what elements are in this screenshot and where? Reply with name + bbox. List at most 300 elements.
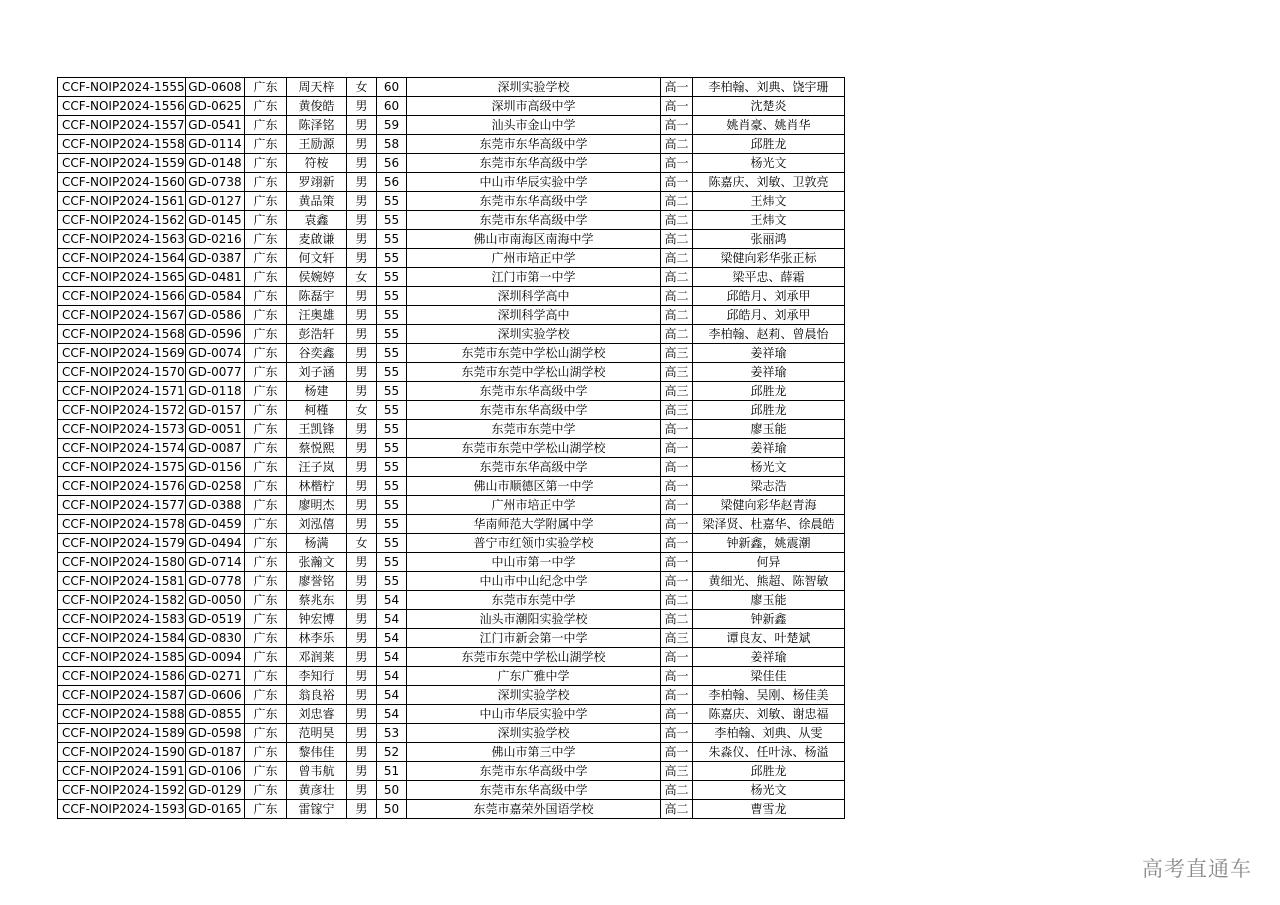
score-cell: 55 (377, 477, 407, 496)
registration-id-cell: CCF-NOIP2024-1580 (58, 553, 186, 572)
table-row (58, 249, 845, 268)
score-cell: 51 (377, 762, 407, 781)
school-cell: 深圳科学高中 (407, 306, 661, 325)
exam-id-cell: GD-0087 (186, 439, 245, 458)
score-cell: 59 (377, 116, 407, 135)
score-cell: 55 (377, 534, 407, 553)
student-name-cell: 林李乐 (287, 629, 347, 648)
coach-cell: 邱皓月、刘承甲 (693, 287, 845, 306)
registration-id-cell: CCF-NOIP2024-1561 (58, 192, 186, 211)
school-cell: 中山市中山纪念中学 (407, 572, 661, 591)
coach-cell: 李柏翰、吴刚、杨佳美 (693, 686, 845, 705)
grade-cell: 高一 (661, 572, 693, 591)
table-row (58, 572, 845, 591)
school-cell: 东莞市东华高级中学 (407, 458, 661, 477)
student-name-cell: 刘子涵 (287, 363, 347, 382)
score-cell: 56 (377, 154, 407, 173)
province-cell: 广东 (245, 591, 287, 610)
student-name-cell: 林楷柠 (287, 477, 347, 496)
coach-cell: 杨光文 (693, 154, 845, 173)
table-row (58, 401, 845, 420)
province-cell: 广东 (245, 268, 287, 287)
score-cell: 55 (377, 306, 407, 325)
gender-cell: 男 (347, 97, 377, 116)
gender-cell: 男 (347, 135, 377, 154)
grade-cell: 高二 (661, 781, 693, 800)
table-row (58, 458, 845, 477)
grade-cell: 高二 (661, 211, 693, 230)
registration-id-cell: CCF-NOIP2024-1564 (58, 249, 186, 268)
grade-cell: 高一 (661, 116, 693, 135)
exam-id-cell: GD-0148 (186, 154, 245, 173)
school-cell: 佛山市第三中学 (407, 743, 661, 762)
gender-cell: 男 (347, 743, 377, 762)
table-row (58, 762, 845, 781)
grade-cell: 高一 (661, 496, 693, 515)
gender-cell: 男 (347, 629, 377, 648)
exam-id-cell: GD-0608 (186, 78, 245, 97)
school-cell: 深圳市高级中学 (407, 97, 661, 116)
exam-id-cell: GD-0118 (186, 382, 245, 401)
student-name-cell: 刘泓僖 (287, 515, 347, 534)
student-name-cell: 陈泽铭 (287, 116, 347, 135)
registration-id-cell: CCF-NOIP2024-1567 (58, 306, 186, 325)
exam-id-cell: GD-0050 (186, 591, 245, 610)
province-cell: 广东 (245, 553, 287, 572)
grade-cell: 高一 (661, 420, 693, 439)
score-cell: 55 (377, 268, 407, 287)
school-cell: 广州市培正中学 (407, 496, 661, 515)
exam-id-cell: GD-0156 (186, 458, 245, 477)
score-cell: 53 (377, 724, 407, 743)
exam-id-cell: GD-0387 (186, 249, 245, 268)
province-cell: 广东 (245, 192, 287, 211)
student-name-cell: 雷镓宁 (287, 800, 347, 819)
coach-cell: 杨光文 (693, 781, 845, 800)
exam-id-cell: GD-0127 (186, 192, 245, 211)
registration-id-cell: CCF-NOIP2024-1560 (58, 173, 186, 192)
gender-cell: 女 (347, 401, 377, 420)
gender-cell: 男 (347, 116, 377, 135)
student-name-cell: 杨满 (287, 534, 347, 553)
table-row (58, 439, 845, 458)
registration-id-cell: CCF-NOIP2024-1562 (58, 211, 186, 230)
coach-cell: 陈嘉庆、刘敏、卫敦亮 (693, 173, 845, 192)
coach-cell: 廖玉能 (693, 591, 845, 610)
province-cell: 广东 (245, 135, 287, 154)
exam-id-cell: GD-0077 (186, 363, 245, 382)
grade-cell: 高二 (661, 135, 693, 154)
grade-cell: 高一 (661, 458, 693, 477)
province-cell: 广东 (245, 78, 287, 97)
table-row (58, 382, 845, 401)
student-name-cell: 张瀚文 (287, 553, 347, 572)
coach-cell: 沈楚炎 (693, 97, 845, 116)
table-row (58, 724, 845, 743)
student-name-cell: 黄彦壮 (287, 781, 347, 800)
registration-id-cell: CCF-NOIP2024-1558 (58, 135, 186, 154)
score-cell: 50 (377, 781, 407, 800)
exam-id-cell: GD-0855 (186, 705, 245, 724)
student-name-cell: 符桉 (287, 154, 347, 173)
province-cell: 广东 (245, 97, 287, 116)
table-row (58, 192, 845, 211)
province-cell: 广东 (245, 648, 287, 667)
coach-cell: 李柏翰、刘典、从雯 (693, 724, 845, 743)
score-cell: 54 (377, 667, 407, 686)
school-cell: 中山市第一中学 (407, 553, 661, 572)
grade-cell: 高三 (661, 382, 693, 401)
coach-cell: 姚肖豪、姚肖华 (693, 116, 845, 135)
gender-cell: 男 (347, 458, 377, 477)
school-cell: 东莞市东莞中学 (407, 591, 661, 610)
coach-cell: 朱淼仪、任叶泳、杨溢 (693, 743, 845, 762)
province-cell: 广东 (245, 230, 287, 249)
school-cell: 深圳实验学校 (407, 78, 661, 97)
gender-cell: 男 (347, 705, 377, 724)
province-cell: 广东 (245, 572, 287, 591)
gender-cell: 男 (347, 439, 377, 458)
table-body (58, 78, 845, 819)
school-cell: 深圳实验学校 (407, 325, 661, 344)
table-row (58, 344, 845, 363)
table-row (58, 78, 845, 97)
province-cell: 广东 (245, 382, 287, 401)
exam-id-cell: GD-0258 (186, 477, 245, 496)
grade-cell: 高二 (661, 325, 693, 344)
score-cell: 55 (377, 420, 407, 439)
province-cell: 广东 (245, 686, 287, 705)
registration-id-cell: CCF-NOIP2024-1565 (58, 268, 186, 287)
grade-cell: 高二 (661, 287, 693, 306)
exam-id-cell: GD-0494 (186, 534, 245, 553)
gender-cell: 男 (347, 496, 377, 515)
gender-cell: 男 (347, 382, 377, 401)
coach-cell: 李柏翰、刘典、饶宇珊 (693, 78, 845, 97)
coach-cell: 王炜文 (693, 192, 845, 211)
school-cell: 普宁市红领巾实验学校 (407, 534, 661, 553)
score-cell: 54 (377, 705, 407, 724)
province-cell: 广东 (245, 610, 287, 629)
gender-cell: 男 (347, 667, 377, 686)
table-row (58, 306, 845, 325)
student-name-cell: 范明昊 (287, 724, 347, 743)
school-cell: 广东广雅中学 (407, 667, 661, 686)
coach-cell: 姜祥瑜 (693, 439, 845, 458)
school-cell: 中山市华辰实验中学 (407, 173, 661, 192)
registration-id-cell: CCF-NOIP2024-1586 (58, 667, 186, 686)
province-cell: 广东 (245, 724, 287, 743)
score-cell: 55 (377, 439, 407, 458)
coach-cell: 梁健向彩华张正标 (693, 249, 845, 268)
registration-id-cell: CCF-NOIP2024-1577 (58, 496, 186, 515)
gender-cell: 女 (347, 534, 377, 553)
exam-id-cell: GD-0157 (186, 401, 245, 420)
exam-id-cell: GD-0165 (186, 800, 245, 819)
gender-cell: 男 (347, 572, 377, 591)
score-cell: 55 (377, 515, 407, 534)
school-cell: 佛山市顺德区第一中学 (407, 477, 661, 496)
table-row (58, 496, 845, 515)
gender-cell: 男 (347, 230, 377, 249)
student-name-cell: 汪奥雄 (287, 306, 347, 325)
student-name-cell: 汪子岚 (287, 458, 347, 477)
grade-cell: 高一 (661, 97, 693, 116)
table-row (58, 154, 845, 173)
score-cell: 52 (377, 743, 407, 762)
exam-id-cell: GD-0584 (186, 287, 245, 306)
student-name-cell: 王励源 (287, 135, 347, 154)
coach-cell: 钟新鑫 (693, 610, 845, 629)
gender-cell: 男 (347, 781, 377, 800)
province-cell: 广东 (245, 439, 287, 458)
student-name-cell: 袁鑫 (287, 211, 347, 230)
score-cell: 55 (377, 363, 407, 382)
coach-cell: 梁平忠、薛霜 (693, 268, 845, 287)
exam-id-cell: GD-0187 (186, 743, 245, 762)
registration-id-cell: CCF-NOIP2024-1555 (58, 78, 186, 97)
table-row (58, 325, 845, 344)
school-cell: 汕头市潮阳实验学校 (407, 610, 661, 629)
grade-cell: 高一 (661, 667, 693, 686)
exam-id-cell: GD-0094 (186, 648, 245, 667)
score-cell: 54 (377, 610, 407, 629)
exam-id-cell: GD-0129 (186, 781, 245, 800)
grade-cell: 高三 (661, 629, 693, 648)
gender-cell: 男 (347, 211, 377, 230)
province-cell: 广东 (245, 344, 287, 363)
registration-id-cell: CCF-NOIP2024-1569 (58, 344, 186, 363)
student-name-cell: 廖誉铭 (287, 572, 347, 591)
student-name-cell: 黎伟佳 (287, 743, 347, 762)
grade-cell: 高二 (661, 268, 693, 287)
gender-cell: 男 (347, 344, 377, 363)
registration-id-cell: CCF-NOIP2024-1556 (58, 97, 186, 116)
student-name-cell: 蔡兆东 (287, 591, 347, 610)
province-cell: 广东 (245, 515, 287, 534)
grade-cell: 高三 (661, 401, 693, 420)
student-name-cell: 黄俊皓 (287, 97, 347, 116)
school-cell: 东莞市东华高级中学 (407, 135, 661, 154)
coach-cell: 邱皓月、刘承甲 (693, 306, 845, 325)
table-row (58, 420, 845, 439)
results-table (57, 77, 845, 819)
province-cell: 广东 (245, 249, 287, 268)
grade-cell: 高一 (661, 553, 693, 572)
coach-cell: 邱胜龙 (693, 401, 845, 420)
score-cell: 54 (377, 686, 407, 705)
table-row (58, 667, 845, 686)
registration-id-cell: CCF-NOIP2024-1574 (58, 439, 186, 458)
registration-id-cell: CCF-NOIP2024-1557 (58, 116, 186, 135)
grade-cell: 高一 (661, 686, 693, 705)
province-cell: 广东 (245, 667, 287, 686)
registration-id-cell: CCF-NOIP2024-1570 (58, 363, 186, 382)
grade-cell: 高一 (661, 648, 693, 667)
coach-cell: 陈嘉庆、刘敏、谢忠福 (693, 705, 845, 724)
gender-cell: 男 (347, 762, 377, 781)
score-cell: 55 (377, 572, 407, 591)
exam-id-cell: GD-0586 (186, 306, 245, 325)
school-cell: 东莞市东华高级中学 (407, 192, 661, 211)
registration-id-cell: CCF-NOIP2024-1571 (58, 382, 186, 401)
score-cell: 55 (377, 496, 407, 515)
table-row (58, 515, 845, 534)
province-cell: 广东 (245, 420, 287, 439)
school-cell: 东莞市东华高级中学 (407, 401, 661, 420)
exam-id-cell: GD-0519 (186, 610, 245, 629)
student-name-cell: 黄品策 (287, 192, 347, 211)
registration-id-cell: CCF-NOIP2024-1568 (58, 325, 186, 344)
gender-cell: 男 (347, 553, 377, 572)
registration-id-cell: CCF-NOIP2024-1585 (58, 648, 186, 667)
gender-cell: 男 (347, 686, 377, 705)
gender-cell: 女 (347, 268, 377, 287)
province-cell: 广东 (245, 743, 287, 762)
grade-cell: 高三 (661, 344, 693, 363)
table-row (58, 743, 845, 762)
table-row (58, 116, 845, 135)
table-row (58, 686, 845, 705)
score-cell: 55 (377, 325, 407, 344)
gender-cell: 男 (347, 724, 377, 743)
province-cell: 广东 (245, 781, 287, 800)
registration-id-cell: CCF-NOIP2024-1566 (58, 287, 186, 306)
school-cell: 东莞市东华高级中学 (407, 382, 661, 401)
coach-cell: 曹雪龙 (693, 800, 845, 819)
province-cell: 广东 (245, 116, 287, 135)
registration-id-cell: CCF-NOIP2024-1559 (58, 154, 186, 173)
gender-cell: 男 (347, 515, 377, 534)
table-row (58, 705, 845, 724)
registration-id-cell: CCF-NOIP2024-1575 (58, 458, 186, 477)
registration-id-cell: CCF-NOIP2024-1582 (58, 591, 186, 610)
school-cell: 东莞市东莞中学松山湖学校 (407, 344, 661, 363)
province-cell: 广东 (245, 477, 287, 496)
province-cell: 广东 (245, 800, 287, 819)
table-row (58, 173, 845, 192)
score-cell: 55 (377, 287, 407, 306)
score-cell: 60 (377, 97, 407, 116)
gender-cell: 男 (347, 306, 377, 325)
grade-cell: 高一 (661, 173, 693, 192)
province-cell: 广东 (245, 211, 287, 230)
coach-cell: 姜祥瑜 (693, 363, 845, 382)
coach-cell: 杨光文 (693, 458, 845, 477)
gender-cell: 男 (347, 249, 377, 268)
student-name-cell: 杨建 (287, 382, 347, 401)
exam-id-cell: GD-0830 (186, 629, 245, 648)
gender-cell: 男 (347, 420, 377, 439)
school-cell: 中山市华辰实验中学 (407, 705, 661, 724)
table-row (58, 800, 845, 819)
student-name-cell: 罗翊新 (287, 173, 347, 192)
exam-id-cell: GD-0598 (186, 724, 245, 743)
registration-id-cell: CCF-NOIP2024-1573 (58, 420, 186, 439)
score-cell: 55 (377, 401, 407, 420)
exam-id-cell: GD-0481 (186, 268, 245, 287)
watermark-text: 高考直通车 (1142, 857, 1252, 881)
grade-cell: 高二 (661, 230, 693, 249)
grade-cell: 高一 (661, 743, 693, 762)
exam-id-cell: GD-0778 (186, 572, 245, 591)
coach-cell: 邱胜龙 (693, 135, 845, 154)
registration-id-cell: CCF-NOIP2024-1587 (58, 686, 186, 705)
exam-id-cell: GD-0606 (186, 686, 245, 705)
score-cell: 56 (377, 173, 407, 192)
score-cell: 54 (377, 629, 407, 648)
grade-cell: 高一 (661, 439, 693, 458)
school-cell: 东莞市嘉荣外国语学校 (407, 800, 661, 819)
exam-id-cell: GD-0074 (186, 344, 245, 363)
student-name-cell: 周天梓 (287, 78, 347, 97)
school-cell: 深圳实验学校 (407, 686, 661, 705)
student-name-cell: 麦啟谦 (287, 230, 347, 249)
school-cell: 东莞市东莞中学 (407, 420, 661, 439)
student-name-cell: 李知行 (287, 667, 347, 686)
table-row (58, 629, 845, 648)
grade-cell: 高一 (661, 78, 693, 97)
table-row (58, 230, 845, 249)
exam-id-cell: GD-0216 (186, 230, 245, 249)
registration-id-cell: CCF-NOIP2024-1592 (58, 781, 186, 800)
grade-cell: 高二 (661, 610, 693, 629)
score-cell: 55 (377, 553, 407, 572)
table-row (58, 610, 845, 629)
score-cell: 55 (377, 211, 407, 230)
school-cell: 江门市新会第一中学 (407, 629, 661, 648)
coach-cell: 梁志浩 (693, 477, 845, 496)
student-name-cell: 翁良裕 (287, 686, 347, 705)
coach-cell: 钟新鑫，姚震潮 (693, 534, 845, 553)
grade-cell: 高三 (661, 762, 693, 781)
province-cell: 广东 (245, 705, 287, 724)
gender-cell: 男 (347, 648, 377, 667)
table-row (58, 553, 845, 572)
student-name-cell: 廖明杰 (287, 496, 347, 515)
school-cell: 东莞市东华高级中学 (407, 762, 661, 781)
table-row (58, 268, 845, 287)
coach-cell: 王炜文 (693, 211, 845, 230)
province-cell: 广东 (245, 287, 287, 306)
coach-cell: 何异 (693, 553, 845, 572)
school-cell: 东莞市东华高级中学 (407, 211, 661, 230)
registration-id-cell: CCF-NOIP2024-1590 (58, 743, 186, 762)
gender-cell: 男 (347, 287, 377, 306)
province-cell: 广东 (245, 534, 287, 553)
student-name-cell: 曾韦航 (287, 762, 347, 781)
registration-id-cell: CCF-NOIP2024-1584 (58, 629, 186, 648)
exam-id-cell: GD-0271 (186, 667, 245, 686)
exam-id-cell: GD-0388 (186, 496, 245, 515)
registration-id-cell: CCF-NOIP2024-1591 (58, 762, 186, 781)
gender-cell: 女 (347, 78, 377, 97)
registration-id-cell: CCF-NOIP2024-1589 (58, 724, 186, 743)
score-cell: 50 (377, 800, 407, 819)
province-cell: 广东 (245, 154, 287, 173)
school-cell: 东莞市东华高级中学 (407, 154, 661, 173)
coach-cell: 张丽鸿 (693, 230, 845, 249)
gender-cell: 男 (347, 477, 377, 496)
gender-cell: 男 (347, 800, 377, 819)
table-row (58, 781, 845, 800)
score-cell: 55 (377, 192, 407, 211)
province-cell: 广东 (245, 496, 287, 515)
school-cell: 东莞市东莞中学松山湖学校 (407, 363, 661, 382)
province-cell: 广东 (245, 325, 287, 344)
registration-id-cell: CCF-NOIP2024-1576 (58, 477, 186, 496)
coach-cell: 姜祥瑜 (693, 648, 845, 667)
